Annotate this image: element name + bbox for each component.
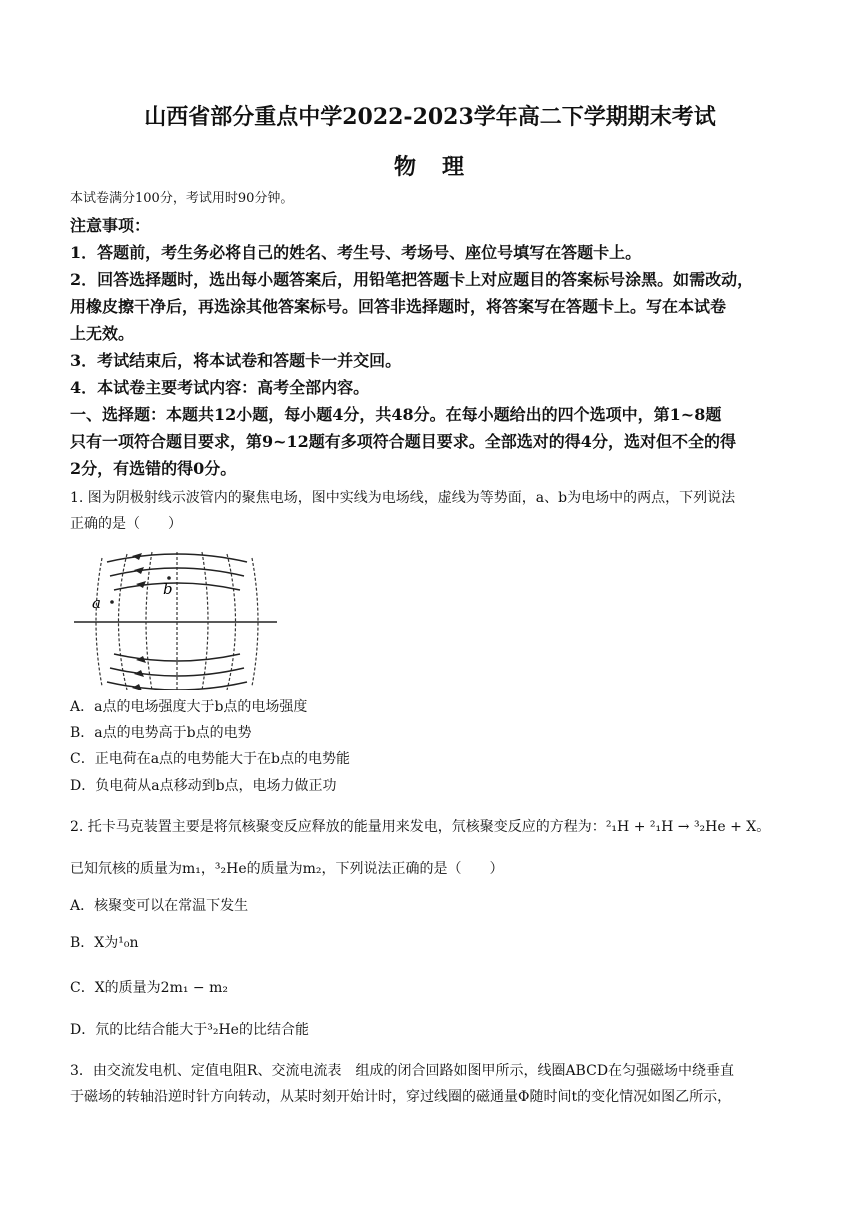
q3-stem-2: 于磁场的转轴沿逆时针方向转动，从某时刻开始计时，穿过线圈的磁通量Φ随时间t的变化情况如图乙所示，: [70, 1089, 732, 1105]
q1-option-b: B．a点的电势高于b点的电势: [70, 725, 252, 741]
intro-text: 本试卷满分100分，考试用时90分钟。: [70, 191, 294, 206]
notice-4: 4．本试卷主要考试内容：高考全部内容。: [70, 378, 370, 397]
q1-option-c: C．正电荷在a点的电势能大于在b点的电势能: [70, 751, 351, 767]
section-heading-1: 一、选择题：本题共12小题，每小题4分，共48分。在每小题给出的四个选项中，第1~8题: [70, 405, 722, 424]
exam-title: 山西省部分重点中学2022-2023学年高二下学期期末考试: [144, 104, 716, 130]
subject-title: 物 理: [393, 154, 466, 180]
q2-option-b: B．X为¹₀n: [70, 935, 139, 951]
q2-option-a: A．核聚变可以在常温下发生: [70, 898, 249, 914]
q2-stem-1: [70, 814, 795, 840]
q2-option-d: D．氘的比结合能大于³₂He的比结合能: [70, 1022, 309, 1038]
q1-stem-1: 1. 图为阴极射线示波管内的聚焦电场，图中实线为电场线，虚线为等势面，a、b为电场中的两点，下列说法: [70, 490, 736, 506]
section-heading-3: 2分，有选错的得0分。: [70, 459, 237, 478]
q1-option-d: D．负电荷从a点移动到b点，电场力做正功: [70, 778, 337, 794]
notice-heading: 注意事项：: [70, 216, 151, 235]
q3-stem-1: 3．由交流发电机、定值电阻R、交流电流表 组成的闭合回路如图甲所示，线圈ABCD在匀强磁场中绕垂直: [70, 1063, 735, 1079]
q2-equation: ²₁H + ²₁H → ³₂He + X。: [605, 819, 771, 835]
q1-field-figure: [72, 550, 282, 690]
section-heading-2: 只有一项符合题目要求，第9~12题有多项符合题目要求。全部选对的得4分，选对但不全的得: [70, 432, 736, 451]
notice-1: 1．答题前，考生务必将自己的姓名、考生号、考场号、座位号填写在答题卡上。: [70, 243, 642, 262]
q1-label-a: a: [92, 594, 101, 612]
q2-stem-text: 2. 托卡马克装置主要是将氘核聚变反应释放的能量用来发电，氘核聚变反应的方程为：: [70, 819, 606, 835]
q2-option-c: C．X的质量为2m₁ − m₂: [70, 980, 228, 996]
notice-2-end: 上无效。: [70, 324, 135, 343]
q1-label-b: b: [163, 580, 173, 598]
notice-2: 2．回答选择题时，选出每小题答案后，用铅笔把答题卡上对应题目的答案标号涂黑。如需改动，: [70, 270, 754, 289]
notice-2-cont: 用橡皮擦干净后，再选涂其他答案标号。回答非选择题时，将答案写在答题卡上。写在本试卷: [70, 297, 727, 316]
q1-option-a: A．a点的电场强度大于b点的电场强度: [70, 699, 308, 715]
q1-stem-2: 正确的是（ ）: [70, 516, 182, 532]
q2-stem-2: 已知氘核的质量为m₁，³₂He的质量为m₂，下列说法正确的是（ ）: [70, 861, 504, 877]
notice-3: 3．考试结束后，将本试卷和答题卡一并交回。: [70, 351, 402, 370]
